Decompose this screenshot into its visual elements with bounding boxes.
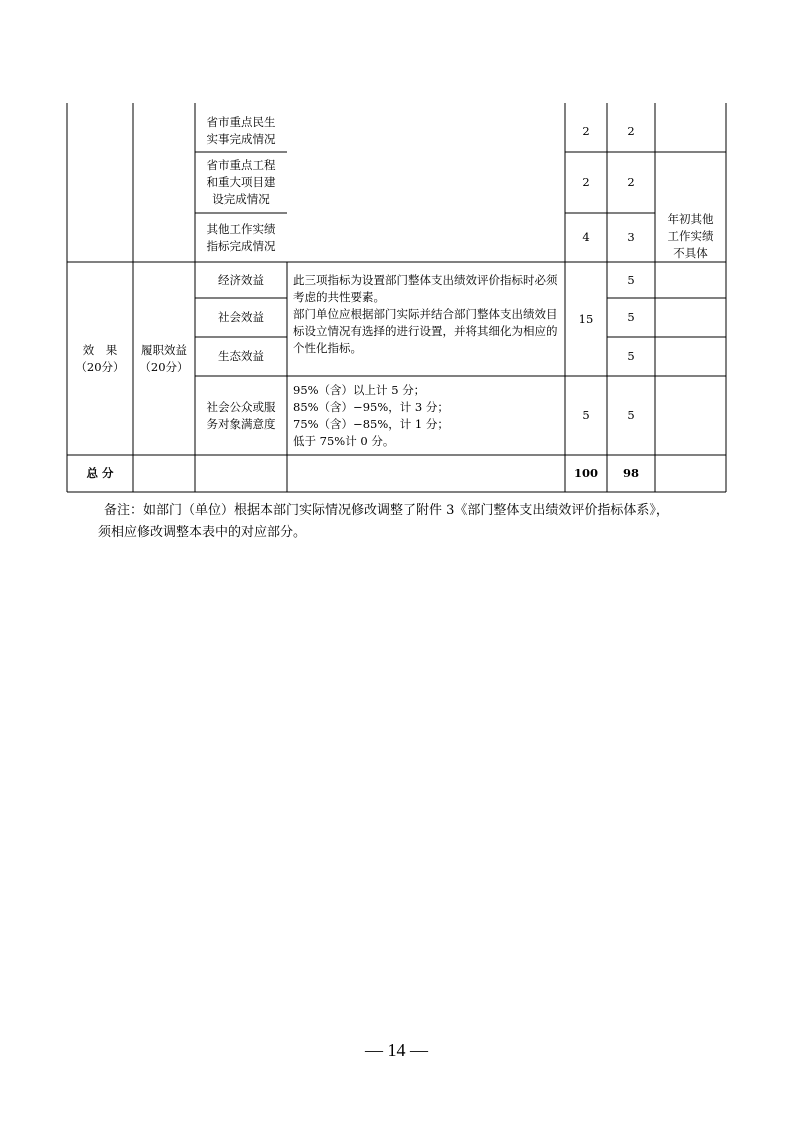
total-label: 总 分 (86, 466, 114, 480)
indicator-cell: 社会公众或服 务对象满意度 (206, 399, 276, 431)
remark-cell: 年初其他 工作实绩 不具体 (667, 211, 714, 260)
criteria-cell: 95%（含）以上计 5 分； 85%（含）−95%，计 3 分； 75%（含）−85%，计 1 分； 低于 75%计 0 分。 (293, 382, 449, 448)
score-cell: 5 (627, 408, 635, 422)
indicator-cell: 经济效益 (218, 272, 264, 287)
indicator-cell: 省市重点工程 和重大项目建 设完成情况 (206, 158, 276, 206)
weight-cell: 4 (582, 230, 590, 244)
score-cell: 2 (627, 123, 635, 138)
table-note (98, 500, 744, 544)
indicator-cell: 其他工作实绩 指标完成情况 (206, 221, 276, 253)
total-weight: 100 (573, 466, 598, 480)
indicator-cell: 社会效益 (218, 310, 264, 324)
level1-indicator-cell: 效 果 （20分） (75, 342, 125, 374)
total-score: 98 (622, 466, 639, 480)
score-cell: 5 (627, 349, 635, 363)
weight-cell: 15 (578, 311, 594, 326)
score-cell: 2 (627, 175, 635, 189)
indicator-cell: 省市重点民生 实事完成情况 (206, 115, 276, 146)
level2-indicator-cell: 履职效益 （20分） (139, 342, 189, 374)
note-line-1: 备注：如部门（单位）根据本部门实际情况修改调整了附件 3《部门整体支出绩效评价指标体系》， (104, 503, 669, 518)
weight-cell: 2 (582, 175, 590, 189)
weight-cell: 5 (582, 408, 590, 422)
criteria-cell: 此三项指标为设置部门整体支出绩效评价指标时必须考虑的共性要素。 部门单位应根据部门实际并结合部门整体支出绩效目标设立情况有选择的进行设置，并将其细化为相应的个性化指标。 (293, 273, 558, 355)
page-number: — 14 — (365, 1040, 428, 1060)
remark-cell (655, 110, 726, 152)
score-cell: 5 (627, 310, 635, 324)
indicator-cell: 生态效益 (218, 349, 264, 363)
note-line-2: 须相应修改调整本表中的对应部分。 (98, 525, 307, 540)
score-cell: 5 (627, 272, 635, 287)
score-cell: 3 (627, 230, 635, 244)
weight-cell: 2 (582, 123, 590, 138)
